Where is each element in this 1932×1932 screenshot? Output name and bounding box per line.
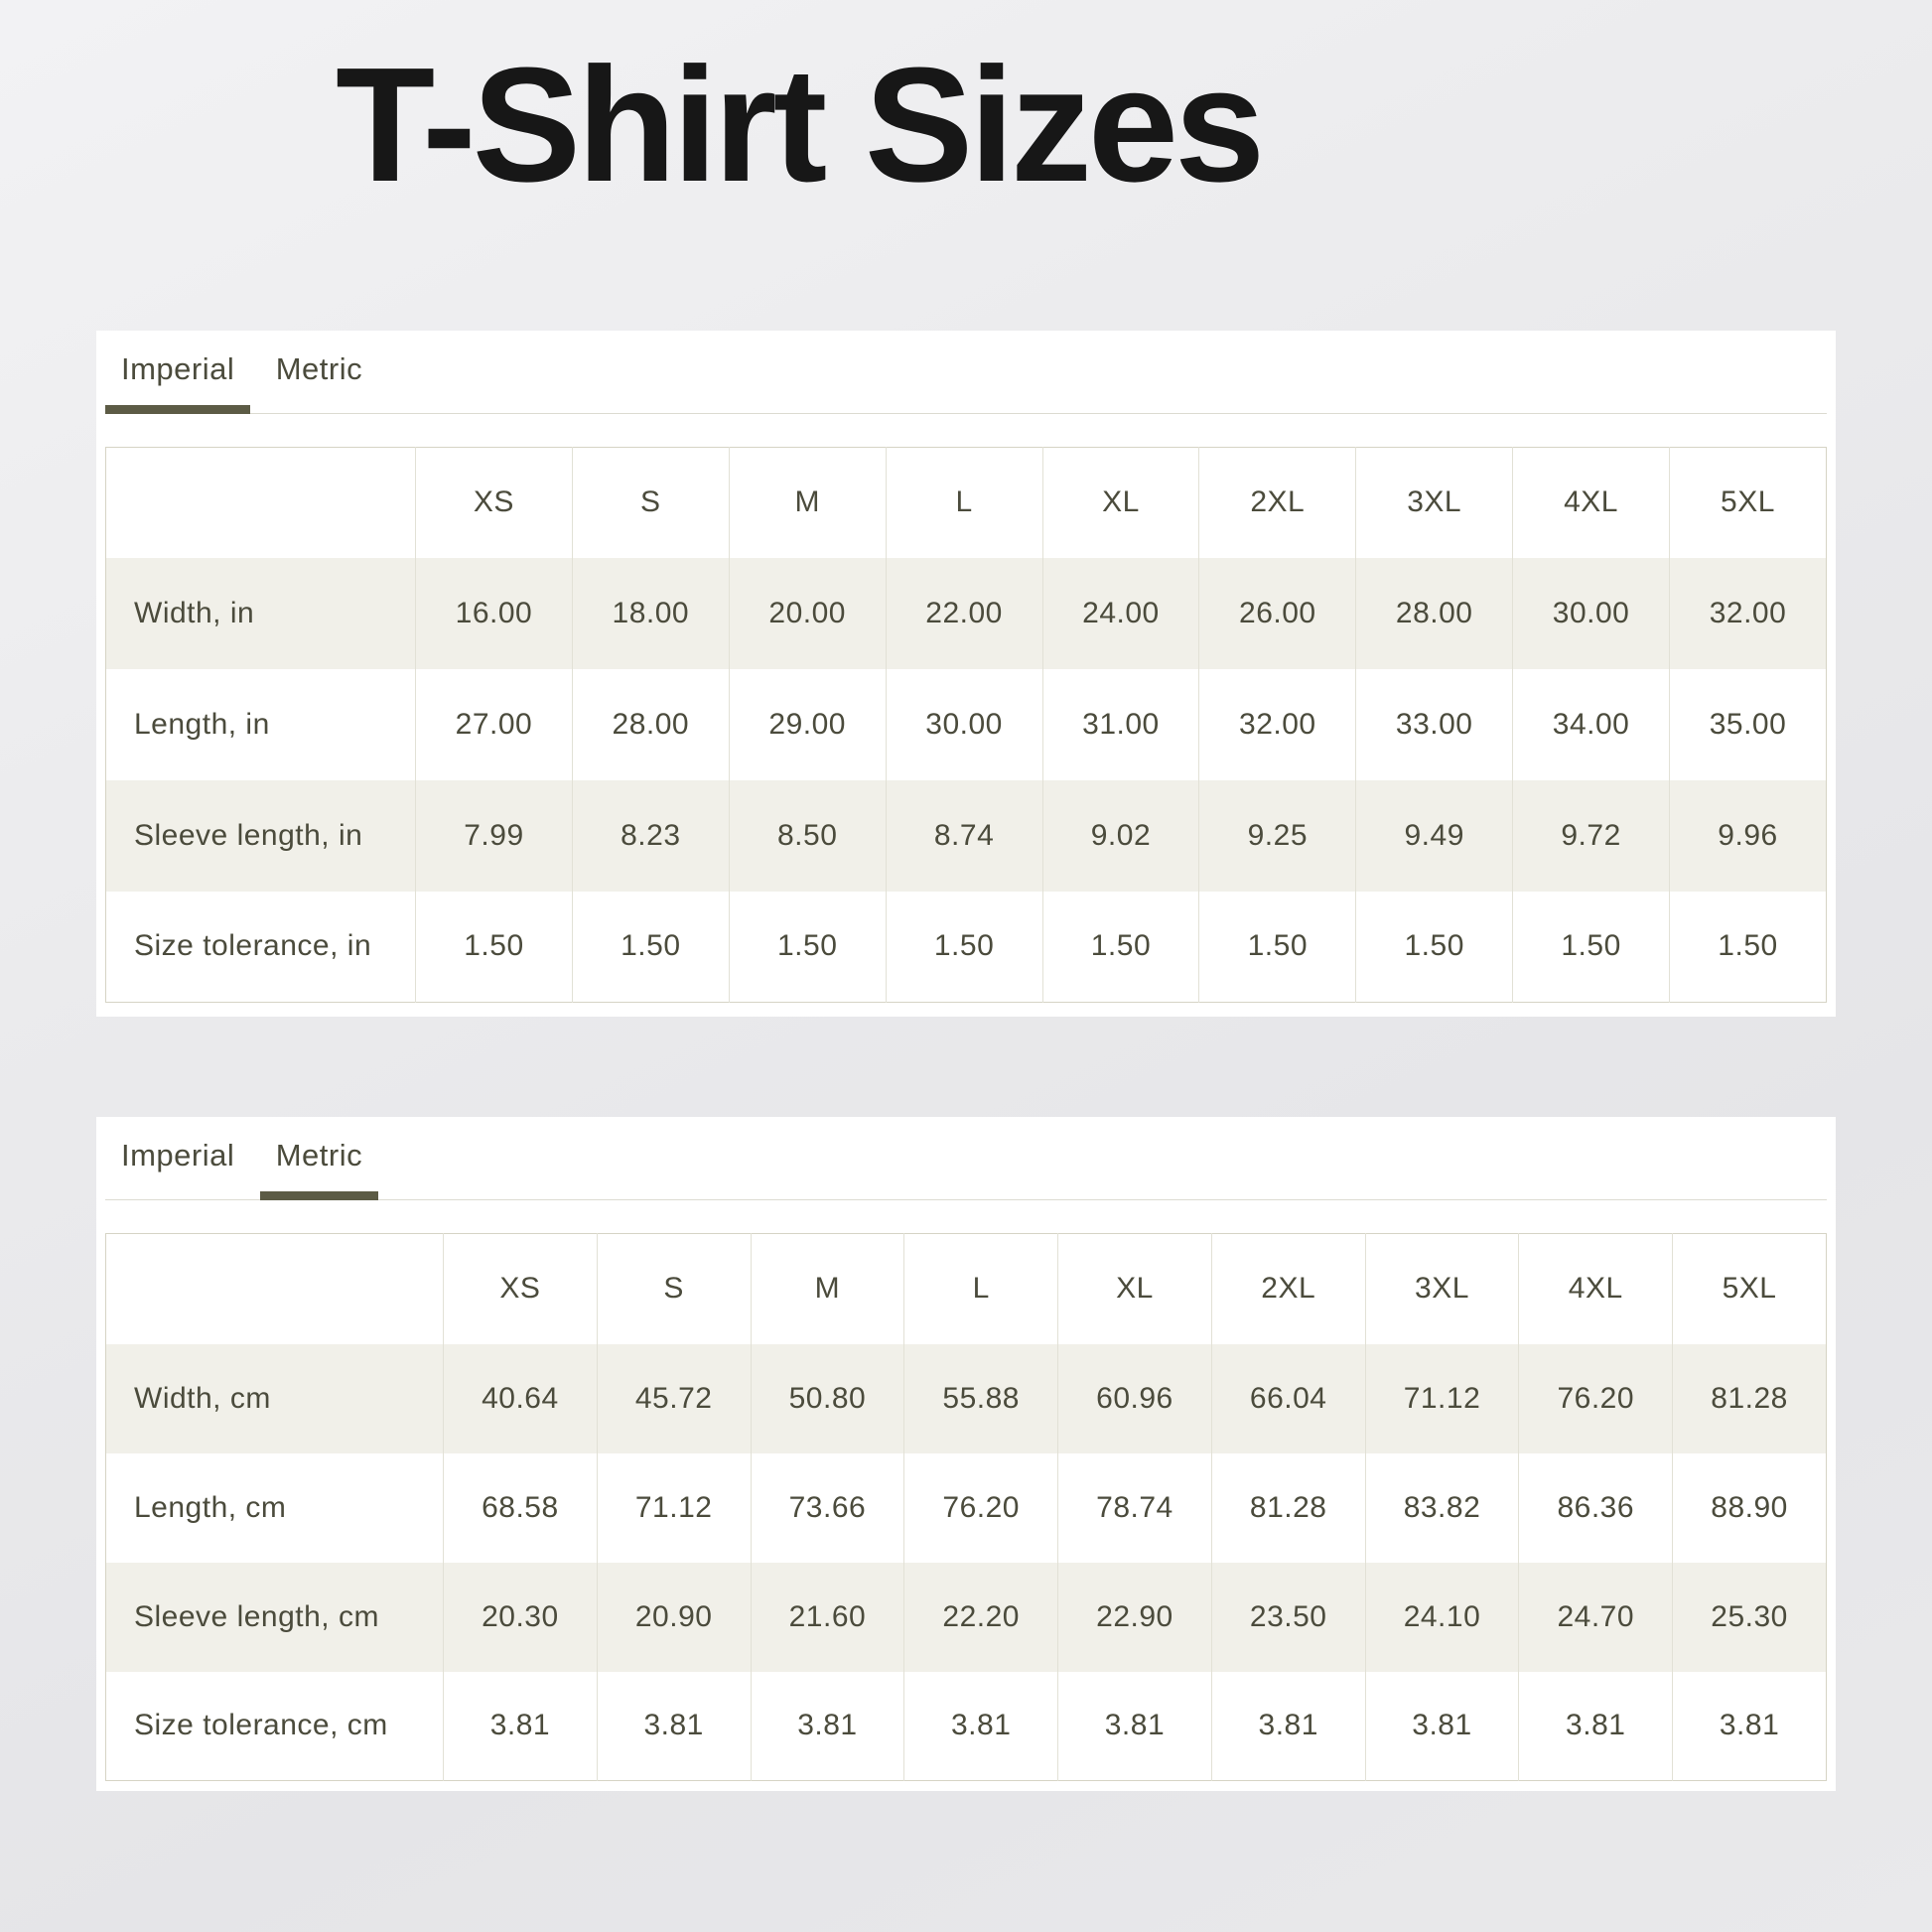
size-column-header: S xyxy=(597,1234,751,1344)
measurement-cell: 9.02 xyxy=(1042,780,1199,892)
size-column-header: M xyxy=(729,448,886,558)
measurement-cell: 24.10 xyxy=(1365,1563,1519,1672)
measurement-cell: 3.81 xyxy=(904,1672,1058,1781)
measurement-cell: 27.00 xyxy=(416,669,573,780)
measurement-cell: 81.28 xyxy=(1673,1344,1827,1453)
measurement-cell: 78.74 xyxy=(1058,1453,1212,1563)
measurement-cell: 32.00 xyxy=(1199,669,1356,780)
measurement-cell: 22.20 xyxy=(904,1563,1058,1672)
unit-tabs xyxy=(96,1117,1836,1200)
table-row xyxy=(106,1344,1827,1453)
size-column-header: 5XL xyxy=(1673,1234,1827,1344)
row-label: Sleeve length, cm xyxy=(134,1599,379,1633)
metric-size-table xyxy=(105,1233,1827,1781)
measurement-cell: 34.00 xyxy=(1513,669,1670,780)
size-column-header: 2XL xyxy=(1199,448,1356,558)
size-column-header: 5XL xyxy=(1670,448,1827,558)
corner-cell xyxy=(106,448,416,558)
measurement-cell: 55.88 xyxy=(904,1344,1058,1453)
imperial-size-table xyxy=(105,447,1827,1003)
tab-metric[interactable]: Metric xyxy=(275,351,363,386)
measurement-cell: 25.30 xyxy=(1673,1563,1827,1672)
size-column-header: 2XL xyxy=(1211,1234,1365,1344)
table-row xyxy=(106,669,1827,780)
measurement-cell: 7.99 xyxy=(416,780,573,892)
measurement-cell: 8.74 xyxy=(886,780,1042,892)
measurement-cell: 30.00 xyxy=(1513,558,1670,669)
table-row xyxy=(106,1453,1827,1563)
measurement-cell: 9.25 xyxy=(1199,780,1356,892)
measurement-cell: 30.00 xyxy=(886,669,1042,780)
tab-imperial[interactable]: Imperial xyxy=(121,1138,235,1173)
measurement-cell: 28.00 xyxy=(572,669,729,780)
row-label: Size tolerance, cm xyxy=(134,1709,388,1742)
measurement-cell: 20.90 xyxy=(597,1563,751,1672)
row-label: Sleeve length, in xyxy=(134,818,363,852)
measurement-cell: 8.23 xyxy=(572,780,729,892)
size-column-header: 4XL xyxy=(1519,1234,1673,1344)
measurement-cell: 32.00 xyxy=(1670,558,1827,669)
measurement-cell: 24.70 xyxy=(1519,1563,1673,1672)
measurement-cell: 1.50 xyxy=(1356,892,1513,1003)
measurement-cell: 3.81 xyxy=(751,1672,904,1781)
table-row xyxy=(106,780,1827,892)
measurement-cell: 24.00 xyxy=(1042,558,1199,669)
measurement-cell: 35.00 xyxy=(1670,669,1827,780)
measurement-cell: 81.28 xyxy=(1211,1453,1365,1563)
measurement-cell: 20.00 xyxy=(729,558,886,669)
measurement-cell: 50.80 xyxy=(751,1344,904,1453)
measurement-cell: 88.90 xyxy=(1673,1453,1827,1563)
size-chart-card-metric xyxy=(96,1117,1836,1791)
measurement-cell: 73.66 xyxy=(751,1453,904,1563)
table-row xyxy=(106,1563,1827,1672)
size-column-header: XL xyxy=(1042,448,1199,558)
measurement-cell: 22.90 xyxy=(1058,1563,1212,1672)
measurement-cell: 1.50 xyxy=(572,892,729,1003)
measurement-cell: 76.20 xyxy=(904,1453,1058,1563)
measurement-cell: 9.72 xyxy=(1513,780,1670,892)
row-label: Size tolerance, in xyxy=(134,929,372,963)
measurement-cell: 9.96 xyxy=(1670,780,1827,892)
measurement-cell: 1.50 xyxy=(1513,892,1670,1003)
measurement-cell: 3.81 xyxy=(1211,1672,1365,1781)
row-label: Length, in xyxy=(134,707,270,741)
size-header-row xyxy=(106,1234,1827,1344)
page-title: T-Shirt Sizes xyxy=(336,34,1262,215)
size-header-row xyxy=(106,448,1827,558)
measurement-cell: 76.20 xyxy=(1519,1344,1673,1453)
measurement-cell: 1.50 xyxy=(886,892,1042,1003)
measurement-cell: 60.96 xyxy=(1058,1344,1212,1453)
measurement-cell: 31.00 xyxy=(1042,669,1199,780)
row-label: Length, cm xyxy=(134,1490,287,1524)
size-column-header: XL xyxy=(1058,1234,1212,1344)
measurement-cell: 3.81 xyxy=(1058,1672,1212,1781)
measurement-cell: 3.81 xyxy=(1519,1672,1673,1781)
unit-tabs xyxy=(96,331,1836,414)
measurement-cell: 9.49 xyxy=(1356,780,1513,892)
size-column-header: 3XL xyxy=(1356,448,1513,558)
tab-metric[interactable]: Metric xyxy=(276,1117,362,1200)
measurement-cell: 33.00 xyxy=(1356,669,1513,780)
measurement-cell: 71.12 xyxy=(597,1453,751,1563)
table-row xyxy=(106,892,1827,1003)
corner-cell xyxy=(106,1234,444,1344)
measurement-cell: 1.50 xyxy=(729,892,886,1003)
size-chart-card-imperial xyxy=(96,331,1836,1017)
size-column-header: L xyxy=(886,448,1042,558)
measurement-cell: 21.60 xyxy=(751,1563,904,1672)
size-column-header: 3XL xyxy=(1365,1234,1519,1344)
table-row xyxy=(106,1672,1827,1781)
measurement-cell: 23.50 xyxy=(1211,1563,1365,1672)
row-label: Width, in xyxy=(134,596,255,629)
measurement-cell: 45.72 xyxy=(597,1344,751,1453)
measurement-cell: 16.00 xyxy=(416,558,573,669)
measurement-cell: 3.81 xyxy=(1673,1672,1827,1781)
measurement-cell: 20.30 xyxy=(444,1563,598,1672)
measurement-cell: 29.00 xyxy=(729,669,886,780)
size-column-header: M xyxy=(751,1234,904,1344)
measurement-cell: 22.00 xyxy=(886,558,1042,669)
measurement-cell: 1.50 xyxy=(1670,892,1827,1003)
measurement-cell: 18.00 xyxy=(572,558,729,669)
row-label: Width, cm xyxy=(134,1381,271,1415)
measurement-cell: 3.81 xyxy=(444,1672,598,1781)
size-column-header: XS xyxy=(444,1234,598,1344)
size-column-header: S xyxy=(572,448,729,558)
measurement-cell: 66.04 xyxy=(1211,1344,1365,1453)
size-column-header: L xyxy=(904,1234,1058,1344)
measurement-cell: 40.64 xyxy=(444,1344,598,1453)
measurement-cell: 86.36 xyxy=(1519,1453,1673,1563)
measurement-cell: 8.50 xyxy=(729,780,886,892)
table-row xyxy=(106,558,1827,669)
measurement-cell: 1.50 xyxy=(1042,892,1199,1003)
size-column-header: XS xyxy=(416,448,573,558)
measurement-cell: 1.50 xyxy=(416,892,573,1003)
measurement-cell: 3.81 xyxy=(597,1672,751,1781)
measurement-cell: 83.82 xyxy=(1365,1453,1519,1563)
tab-imperial[interactable]: Imperial xyxy=(121,331,234,414)
measurement-cell: 68.58 xyxy=(444,1453,598,1563)
measurement-cell: 1.50 xyxy=(1199,892,1356,1003)
measurement-cell: 3.81 xyxy=(1365,1672,1519,1781)
measurement-cell: 28.00 xyxy=(1356,558,1513,669)
measurement-cell: 71.12 xyxy=(1365,1344,1519,1453)
measurement-cell: 26.00 xyxy=(1199,558,1356,669)
size-column-header: 4XL xyxy=(1513,448,1670,558)
